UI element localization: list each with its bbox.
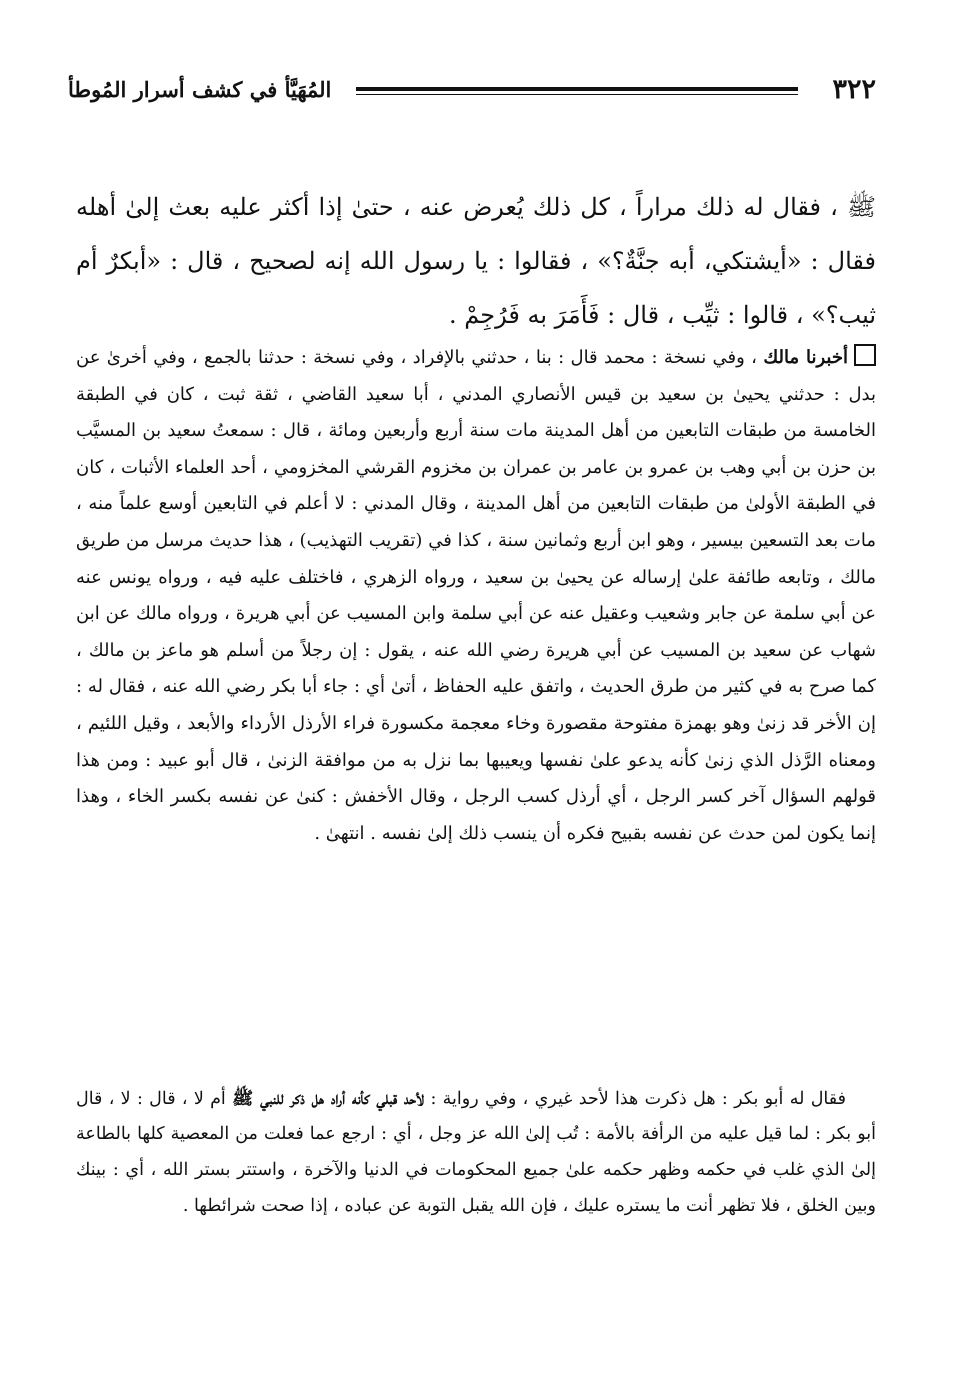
continuation-paragraph [76,1082,876,1225]
commentary-lead: أخبرنا مالك [763,347,848,368]
running-title: المُهَيَّأ في كشف أسرار المُوطأ [68,77,332,102]
continuation-part2: لأحد قبلي كأنه أراد هل ذكر للنبي ﷺ [232,1088,425,1109]
section-marker-icon [854,344,876,366]
commentary-paragraph [76,340,876,852]
hadith-paragraph: ﷺ ، فقال له ذلك مراراً ، كل ذلك يُعرض عنه ، حتىٰ إذا أكثر عليه بعث إلىٰ أهله فقال : «أيشتكي، أبه جنَّةٌ؟» ، فقالوا : يا رسول الله إنه لصحيح ، قال : «أبكرٌ أم ثيب؟» ، قالوا : ثيِّب ، قال : فَأَمَرَ به فَرُجِمْ . [76,193,876,329]
continuation-part3: أم لا ، قال : لا ، قال أبو بكر : [76,1088,876,1145]
continuation-part4: لما قيل عليه من الرأفة بالأمة : تُب إلىٰ الله عز وجل ، أي : ارجع عما فعلت من المعصية كلها بالطاعة إلىٰ الذي غلب في حكمه وظهر حكمه علىٰ جميع المحكومات في الدنيا والآخرة ، واستتر بستر الله ، أي : بينك وبين الخلق ، فلا تظهر أنت ما يستره عليك ، فإن الله يقبل التوبة عن عباده ، إذا صحت شرائطها . [76,1124,876,1216]
continuation-part1: فقال له أبو بكر : هل ذكرت هذا لأحد غيري ، وفي رواية : [430,1088,846,1109]
commentary-text: ، وفي نسخة : محمد قال : بنا ، حدثني بالإفراد ، وفي نسخة : حدثنا بالجمع ، وفي أخرىٰ عن بدل : حدثني يحيىٰ بن سعيد بن قيس الأنصاري المدني ، أبا سعيد القاضي ، ثقة ثبت ، كان في الطبقة الخامسة من طبقات التابعين من أهل المدينة مات سنة أربع وأربعين ومائة ، قال : سمعتُ سعيد بن المسيَّب بن حزن بن أبي وهب بن عمرو بن عامر بن عمران بن مخزوم القرشي المخزومي ، أحد العلماء الأثبات ، كان في الطبقة الأولىٰ من طبقات التابعين من أهل المدينة ، وقال المدني : لا أعلم في التابعين أوسع علماً منه ، مات بعد التسعين بيسير ، وهو ابن أربع وثمانين سنة ، كذا في (تقريب التهذيب) ، هذا حديث مرسل من طريق مالك ، وتابعه طائفة علىٰ إرساله عن يحيىٰ بن سعيد ، ورواه الزهري ، فاختلف عليه فيه ، ورواه يونس عنه عن أبي سلمة عن جابر وشعيب وعقيل عنه عن أبي سلمة وابن المسيب عن أبي هريرة ، ورواه مالك عن ابن شهاب عن سعيد بن المسيب عن أبي هريرة رضي الله عنه ، يقول : إن رجلاً من أسلم هو ماعز بن مالك ، كما صرح به في كثير من طرق الحديث ، واتفق عليه الحفاظ ، أتىٰ أي : جاء أبا بكر رضي الله عنه ، فقال له : إن الأخر قد زنىٰ وهو بهمزة مفتوحة مقصورة وخاء معجمة مكسورة فراء الأرذل الأرداء والأبعد ، وقيل اللئيم ، ومعناه الرَّذل الذي زنىٰ كأنه يدعو علىٰ نفسها ويعيبها بما نزل به من موافقة الزنىٰ ، قال أبو عبيد : ومن هذا قولهم السؤال آخر كسر الرجل ، أي أرذل كسب الرجل ، وقال الأخفش : كنىٰ عن نفسه بكسر الخاء ، وهذا إنما يكون لمن حدث عن نفسه بقبيح فكره أن ينسب ذلك إلىٰ نفسه . انتهىٰ . [76,347,876,844]
page-header [68,70,876,114]
page-number: ٣٢٢ [832,74,876,105]
header-rule [356,87,798,91]
